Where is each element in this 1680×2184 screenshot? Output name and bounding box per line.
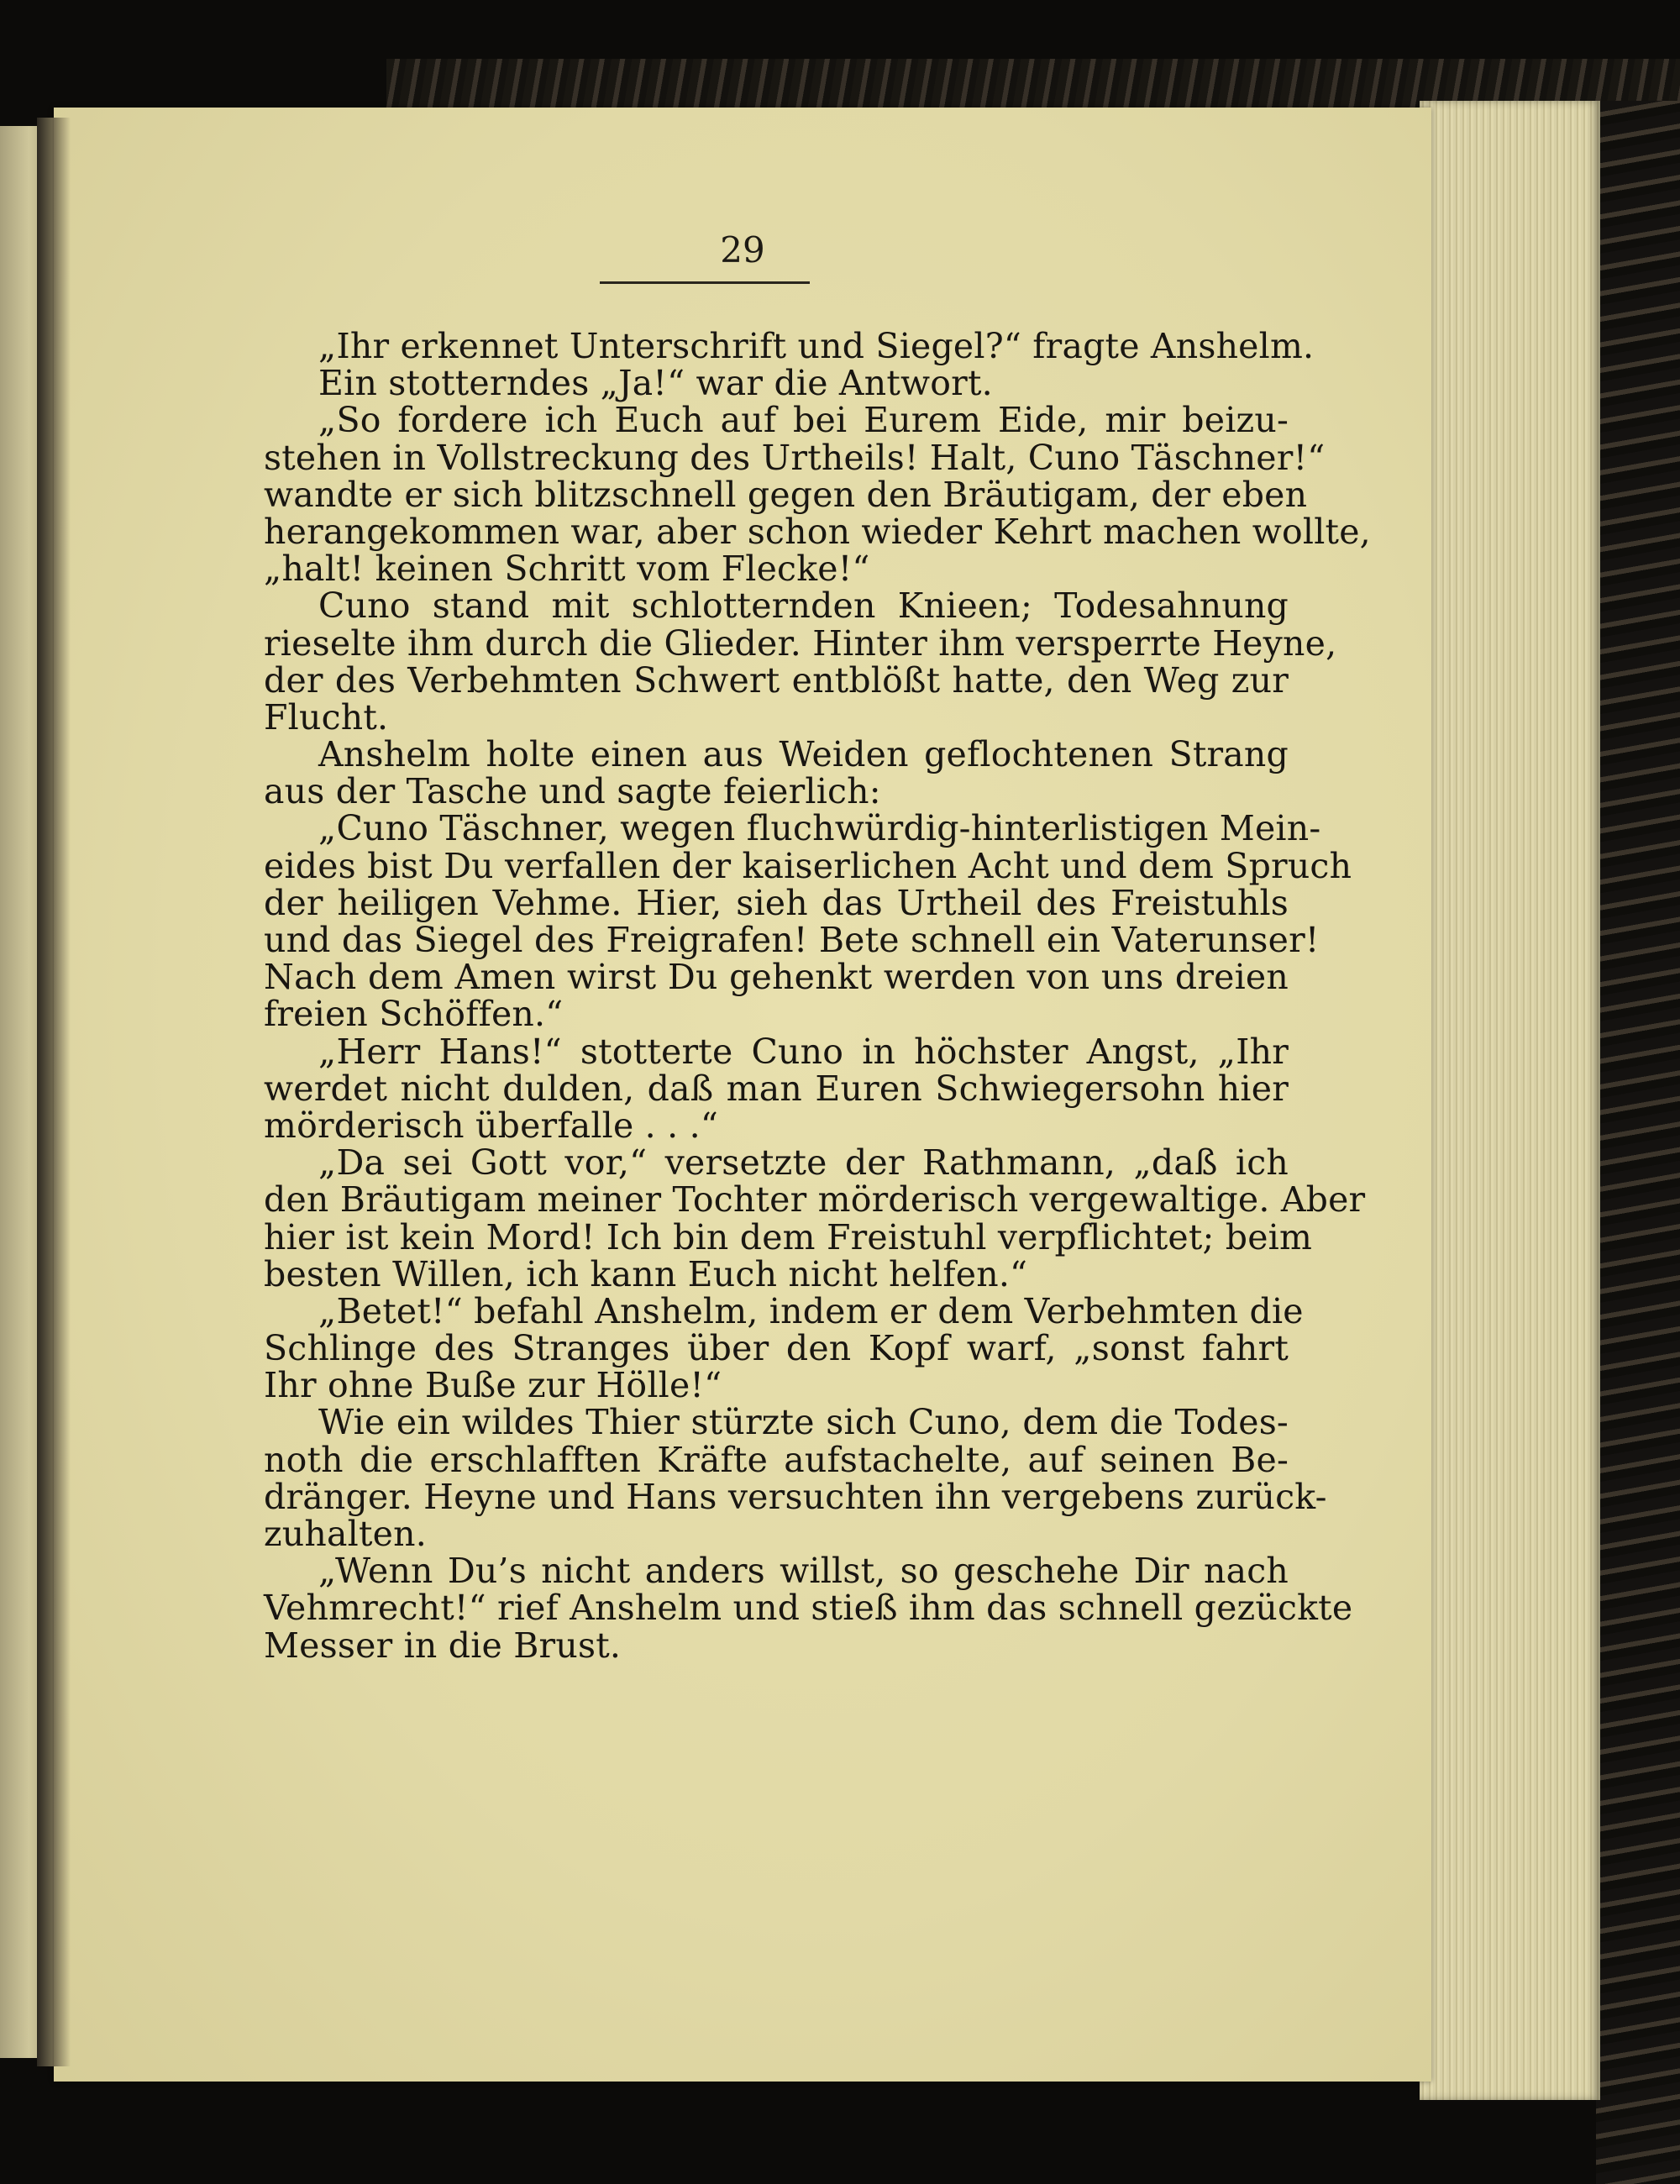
text-line: Anshelm holte einen aus Weiden geflochtenen Strang (318, 734, 1289, 775)
page-text (264, 326, 1371, 1666)
page-number: 29 (720, 229, 765, 270)
text-line: noth die erschlafften Kräfte aufstachelte, auf seinen Be- (264, 1439, 1289, 1480)
text-line: der heiligen Vehme. Hier, sieh das Urtheil des Freistuhls (264, 882, 1289, 923)
text-line: dränger. Heyne und Hans versuchten ihn vergebens zurück- (264, 1476, 1327, 1517)
text-line: Vehmrecht!“ rief Anshelm und stieß ihm das schnell gezückte (264, 1588, 1353, 1629)
text-line: der des Verbehmten Schwert entblößt hatte, den Weg zur (264, 659, 1289, 701)
book-page (54, 108, 1431, 2082)
page-block-edges (1420, 101, 1600, 2100)
text-line: aus der Tasche und sagte feierlich: (264, 771, 881, 812)
text-line: Nach dem Amen wirst Du gehenkt werden von uns dreien (264, 957, 1289, 998)
text-line: Schlinge des Stranges über den Kopf warf, „sonst fahrt (264, 1328, 1289, 1369)
text-line: wandte er sich blitzschnell gegen den Bräutigam, der eben (264, 474, 1308, 515)
text-line: den Bräutigam meiner Tochter mörderisch vergewaltige. Aber (264, 1179, 1366, 1221)
text-line: „halt! keinen Schritt vom Flecke!“ (264, 549, 870, 590)
text-line: „Da sei Gott vor,“ versetzte der Rathmann, „daß ich (318, 1142, 1289, 1184)
text-line: mörderisch überfalle . . .“ (264, 1105, 719, 1146)
book-cover-right (1596, 101, 1680, 2184)
text-line: Ein stotterndes „Ja!“ war die Antwort. (318, 363, 993, 404)
text-line: Cuno stand mit schlotternden Knieen; Todesahnung (318, 585, 1289, 627)
text-line: stehen in Vollstreckung des Urtheils! Halt, Cuno Täschner!“ (264, 437, 1326, 478)
text-line: Ihr ohne Buße zur Hölle!“ (264, 1365, 722, 1406)
text-line: „Ihr erkennet Unterschrift und Siegel?“ fragte Anshelm. (318, 326, 1315, 366)
text-line: Messer in die Brust. (264, 1625, 622, 1666)
text-line: „So fordere ich Euch auf bei Eurem Eide, mir beizu- (318, 400, 1289, 441)
text-line: „Wenn Du’s nicht anders willst, so geschehe Dir nach (318, 1551, 1289, 1592)
text-line: werdet nicht dulden, daß man Euren Schwiegersohn hier (264, 1068, 1289, 1109)
text-line: hier ist kein Mord! Ich bin dem Freistuhl verpflichtet; beim (264, 1216, 1313, 1257)
text-line: „Cuno Täschner, wegen fluchwürdig-hinterlistigen Mein- (318, 808, 1321, 849)
text-line: und das Siegel des Freigrafen! Bete schnell ein Vaterunser! (264, 920, 1320, 960)
text-line: freien Schöffen.“ (264, 994, 564, 1035)
text-line: besten Willen, ich kann Euch nicht helfen.“ (264, 1253, 1028, 1294)
text-line: „Herr Hans!“ stotterte Cuno in höchster Angst, „Ihr (318, 1031, 1289, 1072)
text-line: „Betet!“ befahl Anshelm, indem er dem Verbehmten die (318, 1290, 1304, 1331)
text-line: rieselte ihm durch die Glieder. Hinter ihm versperrte Heyne, (264, 622, 1337, 664)
text-line: eides bist Du verfallen der kaiserlichen Acht und dem Spruch (264, 845, 1352, 886)
text-line: Wie ein wildes Thier stürzte sich Cuno, dem die Todes- (318, 1402, 1289, 1443)
text-line: herangekommen war, aber schon wieder Kehrt machen wollte, (264, 511, 1371, 552)
book-gutter (37, 118, 71, 2066)
text-line: zuhalten. (264, 1514, 427, 1554)
text-line: Flucht. (264, 696, 389, 738)
header-rule (600, 281, 810, 284)
